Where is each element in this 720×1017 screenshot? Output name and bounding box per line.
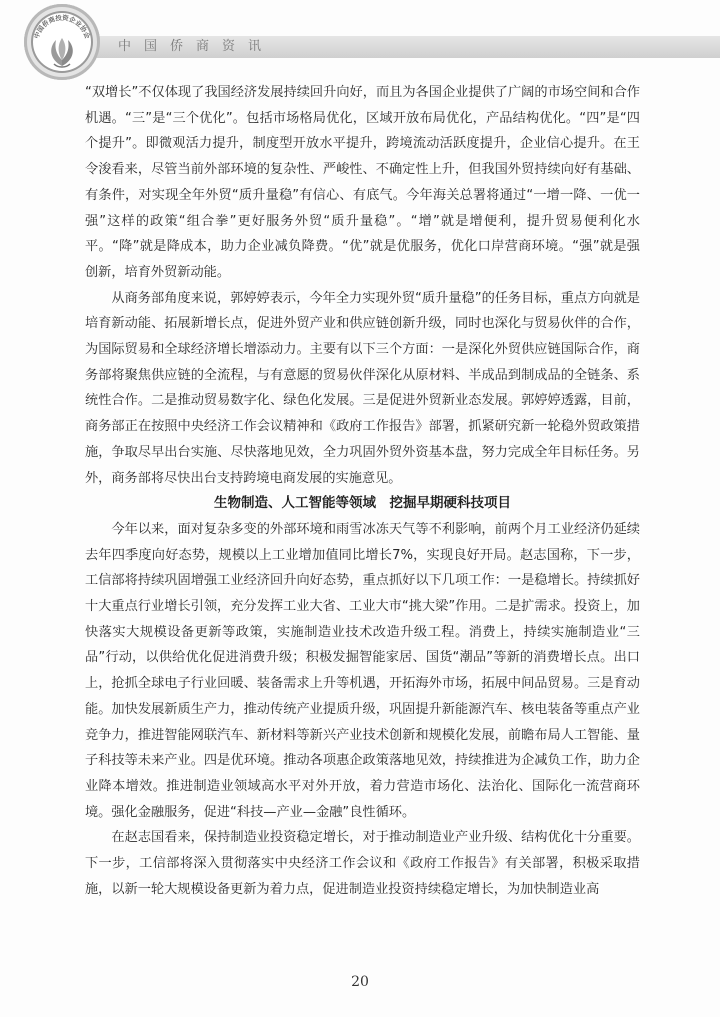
article-body xyxy=(85,80,640,903)
section-heading: 生物制造、人工智能等领域 挖掘早期硬科技项目 xyxy=(214,495,511,512)
svg-text:中国侨商投资企业协会 xyxy=(32,13,93,40)
page-header xyxy=(0,0,720,72)
header-title: 中国侨商资讯 xyxy=(118,39,275,54)
paragraph-2: 从商务部角度来说，郭婷婷表示，今年全力实现外贸“质升量稳”的任务目标，重点方向就是培育新动能、拓展新增长点，促进外贸产业和供应链创新升级，同时也深化与贸易伙伴的合作，为国际贸易和全球经济增长增添动力。主要有以下三个方面：一是深化外贸供应链国际合作，商务部将聚焦供应链的全流程，与有意愿的贸易伙伴深化从原材料、半成品到制成品的全链条、系统性合作。二是推动贸易数字化、绿色化发展。三是促进外贸新业态发展。郭婷婷透露，目前，商务部正在按照中央经济工作会议精神和《政府工作报告》部署，抓紧研究新一轮稳外贸政策措施，争取尽早出台实施、尽快落地见效，全力巩固外贸外资基本盘，努力完成全年目标任务。另外，商务部将尽快出台支持跨境电商发展的实施意见。 xyxy=(85,290,640,486)
association-logo-icon xyxy=(24,4,100,80)
paragraph-1: “双增长”不仅体现了我国经济发展持续回升向好，而且为各国企业提供了广阔的市场空间和合作机遇。“三”是“三个优化”。包括市场格局优化，区域开放布局优化，产品结构优化。“四”是“四个提升”。即微观活力提升，制度型开放水平提升，跨境流动活跃度提升，企业信心提升。在王令浚看来，尽管当前外部环境的复杂性、严峻性、不确定性上升，但我国外贸持续向好有基础、有条件，对实现全年外贸“质升量稳”有信心、有底气。今年海关总署将通过“一增一降、一优一强”这样的政策“组合拳”更好服务外贸“质升量稳”。“增”就是增便利，提升贸易便利化水平。“降”就是降成本，助力企业减负降费。“优”就是优服务，优化口岸营商环境。“强”就是强创新，培育外贸新动能。 xyxy=(85,85,640,280)
paragraph-3: 今年以来，面对复杂多变的外部环境和雨雪冰冻天气等不利影响，前两个月工业经济仍延续去年四季度向好态势，规模以上工业增加值同比增长7%，实现良好开局。赵志国称，下一步，工信部将持续巩固增强工业经济回升向好态势，重点抓好以下几项工作：一是稳增长。持续抓好十大重点行业增长引领，充分发挥工业大省、工业大市“挑大梁”作用。二是扩需求。投资上，加快落实大规模设备更新等政策，实施制造业技术改造升级工程。消费上，持续实施制造业“三品”行动，以供给优化促进消费升级；积极发掘智能家居、国货“潮品”等新的消费增长点。出口上，抢抓全球电子行业回暖、装备需求上升等机遇，开拓海外市场，拓展中间品贸易。三是育动能。加快发展新质生产力，推动传统产业提质升级，巩固提升新能源汽车、核电装备等重点产业竞争力，推进智能网联汽车、新材料等新兴产业技术创新和规模化发展，前瞻布局人工智能、量子科技等未来产业。四是优环境。推动各项惠企政策落地见效，持续推进为企减负工作，助力企业降本增效。推进制造业领域高水平对外开放，着力营造市场化、法治化、国际化一流营商环境。强化金融服务，促进“科技—产业—金融”良性循环。 xyxy=(85,521,640,820)
logo-emblem-icon xyxy=(24,4,100,80)
page-number: 20 xyxy=(351,974,369,990)
paragraph-4: 在赵志国看来，保持制造业投资稳定增长，对于推动制造业产业升级、结构优化十分重要。下一步，工信部将深入贯彻落实中央经济工作会议和《政府工作报告》有关部署，积极采取措施，以新一轮大规模设备更新为着力点，促进制造业投资持续稳定增长，为加快制造业高 xyxy=(85,830,640,897)
logo-text: 中国侨商投资企业协会 xyxy=(32,13,92,40)
